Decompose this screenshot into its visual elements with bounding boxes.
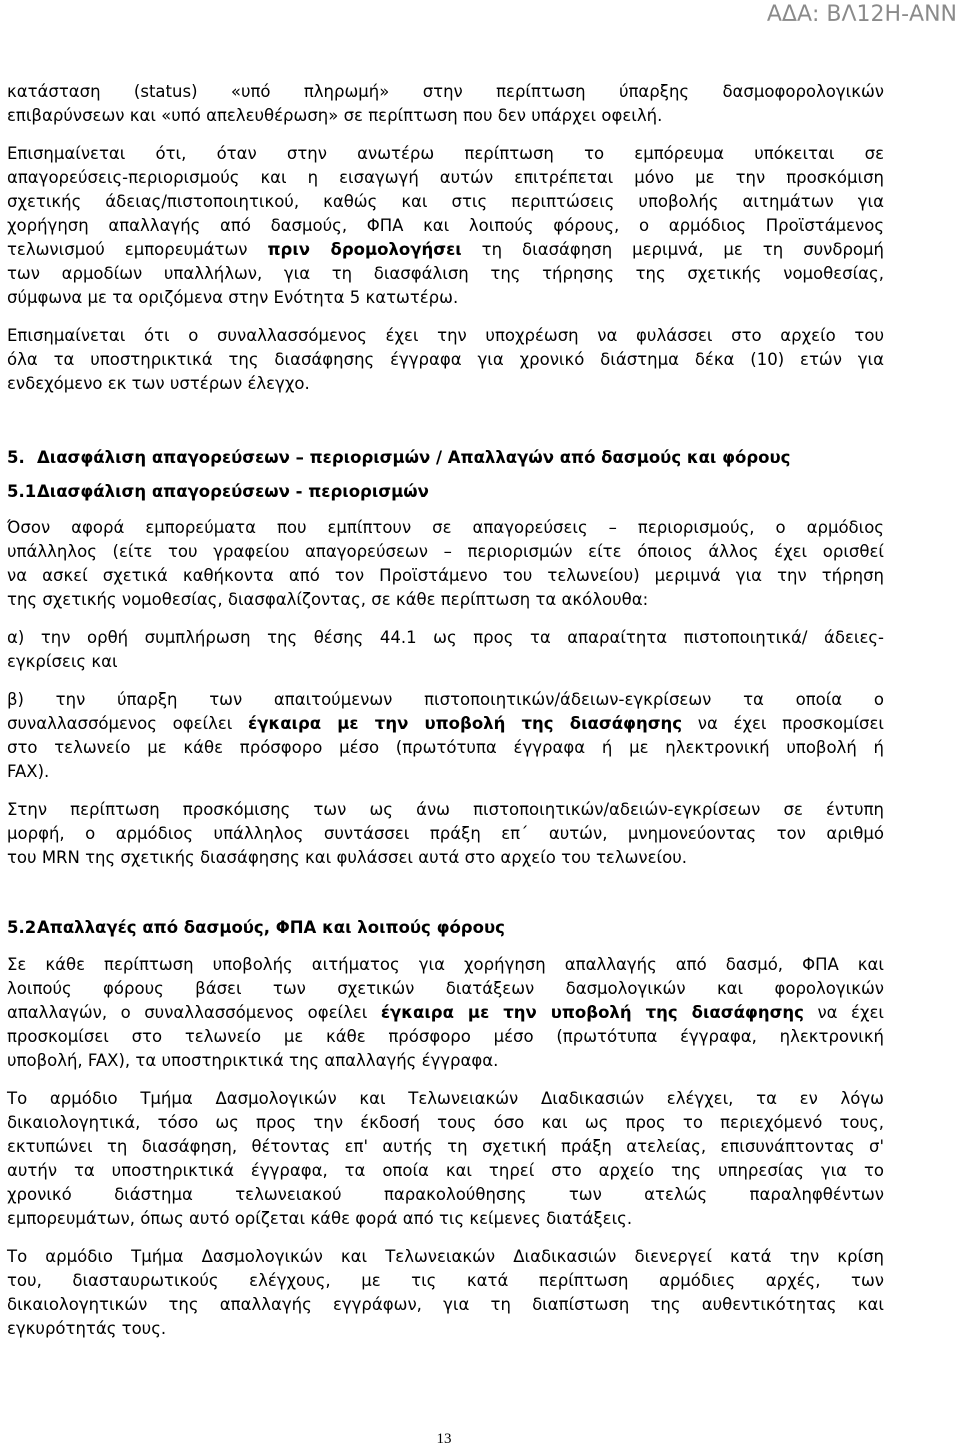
text-line: β) την ύπαρξη των απαιτούμενων πιστοποιητικών/άδειων-εγκρίσεων τα οποία ο [7,690,884,709]
paragraph-status [7,80,884,128]
bold-emphasis: έγκαιρα με την υποβολή της διασάφησης [380,1003,804,1022]
text-line [7,1001,884,1025]
text-line: Το αρμόδιο Τμήμα Δασμολογικών και Τελωνειακών Διαδικασιών ελέγχει, τα εν λόγω [7,1089,884,1108]
text-segment: τελωνισμού εμπορευμάτων [7,240,268,259]
text-line: αυτήν τα υποστηρικτικά έγγραφα, τα οποία και τηρεί στο αρχείο της υπηρεσίας για το [7,1161,884,1180]
text-line: εκτυπώνει τη διασάφηση, θέτοντας επ' αυτής τη σχετική πράξη ατελείας, επισυνάπτοντας σ' [7,1137,884,1156]
paragraph-paper-copies [7,798,884,870]
section-heading-5-1 [7,480,884,504]
text-line: χορήγηση απαλλαγής από δασμούς, ΦΠΑ και λοιπούς φόρους, ο αρμόδιος Προϊστάμενος [7,216,884,235]
paragraph-exemption-request [7,953,884,1073]
text-segment: να έχει [803,1003,884,1022]
text-line: επιβαρύνσεων και «υπό απελευθέρωση» σε περίπτωση που δεν υπάρχει οφειλή. [7,106,663,125]
text-segment: τη διασάφηση μεριμνά, με τη συνδρομή [461,240,884,259]
text-line: Όσον αφορά εμπορεύματα που εμπίπτουν σε απαγορεύσεις – περιορισμούς, ο αρμόδιος [7,518,884,537]
text-line: Σε κάθε περίπτωση υποβολής αιτήματος για χορήγηση απαλλαγής από δασμό, ΦΠΑ και [7,955,884,974]
bold-emphasis: έγκαιρα με την υποβολή της διασάφησης [248,714,683,733]
text-line: δικαιολογητικών της απαλλαγής εγγράφων, για τη διαπίστωση της αυθεντικότητας και [7,1295,884,1314]
text-segment: απαλλαγών, ο συναλλασσόμενος οφείλει [7,1003,381,1022]
paragraph-section-5-1-intro [7,516,884,612]
text-line: όλα τα υποστηρικτικά της διασάφησης έγγραφα για χρονικό διάστημα δέκα (10) ετών για [7,350,884,369]
paragraph-cross-checks [7,1245,884,1341]
ada-code: ΑΔΑ: ΒΛ12Η-ΑΝΝ [766,2,957,27]
text-line: εμπορευμάτων, όπως αυτό ορίζεται κάθε φορά από τις κείμενες διατάξεις. [7,1209,633,1228]
text-line: σχετικής άδειας/πιστοποιητικού, καθώς και στις περιπτώσεις υποβολής αιτημάτων για [7,192,884,211]
text-line: Επισημαίνεται ότι, όταν στην ανωτέρω περίπτωση το εμπόρευμα υπόκειται σε [7,144,884,163]
list-item-a [7,626,884,674]
text-line [7,712,884,736]
text-line: εγκρίσεις και [7,652,118,671]
paragraph-department-check [7,1087,884,1231]
list-item-b [7,688,884,784]
text-segment: να έχει προσκομίσει [682,714,884,733]
text-line: του MRN της σχετικής διασάφησης και φυλάσσει αυτά στο αρχείο του τελωνείου. [7,848,687,867]
text-line: εγκυρότητάς τους. [7,1319,167,1338]
text-line: υπάλληλος (είτε του γραφείου απαγορεύσεων – περιορισμών είτε όποιος άλλος έχει ορισθεί [7,542,884,561]
page-number: 13 [436,1431,452,1447]
section-number: 5.2 [7,918,37,937]
text-line: απαγορεύσεις-περιορισμούς και η εισαγωγή αυτών επιτρέπεται μόνο με την προσκόμιση [7,168,884,187]
section-title: Διασφάλιση απαγορεύσεων - περιορισμών [37,482,429,501]
section-heading-5-2 [7,916,884,940]
section-number: 5.1 [7,482,37,501]
text-line: λοιπούς φόρους βάσει των σχετικών διατάξεων δασμολογικών και φορολογικών [7,979,884,998]
text-line: να ασκεί σχετικά καθήκοντα από τον Προϊστάμενο του τελωνείου) μεριμνά για την τήρηση [7,566,884,585]
text-line: ενδεχόμενο εκ των υστέρων έλεγχο. [7,374,310,393]
text-line: προσκομίσει στο τελωνείο με κάθε πρόσφορο μέσο (πρωτότυπα έγγραφα, ηλεκτρονική [7,1027,884,1046]
bold-emphasis: πριν δρομολογήσει [267,240,462,259]
section-title: Απαλλαγές από δασμούς, ΦΠΑ και λοιπούς φόρους [37,918,505,937]
text-line: σύμφωνα με τα οριζόμενα στην Ενότητα 5 κατωτέρω. [7,288,459,307]
text-line: της σχετικής νομοθεσίας, διασφαλίζοντας, σε κάθε περίπτωση τα ακόλουθα: [7,590,649,609]
text-line: Το αρμόδιο Τμήμα Δασμολογικών και Τελωνειακών Διαδικασιών διενεργεί κατά την κρίση [7,1247,884,1266]
text-line: Στην περίπτωση προσκόμισης των ως άνω πιστοποιητικών/αδειών-εγκρίσεων σε έντυπη [7,800,884,819]
text-segment: συναλλασσόμενος οφείλει [7,714,249,733]
section-number: 5. [7,448,25,467]
text-line: Επισημαίνεται ότι ο συναλλασσόμενος έχει την υποχρέωση να φυλάσσει στο αρχείο του [7,326,884,345]
text-line: χρονικό διάστημα τελωνειακού παρακολούθησης των ατελώς παραληφθέντων [7,1185,884,1204]
paragraph-archive [7,324,884,396]
section-heading-5 [7,446,884,470]
text-line: των αρμοδίων υπαλλήλων, για τη διασφάλιση της τήρησης της σχετικής νομοθεσίας, [7,264,884,283]
section-title: Διασφάλιση απαγορεύσεων – περιορισμών / Απαλλαγών από δασμούς και φόρους [37,448,791,467]
text-line: υποβολή, FAX), τα υποστηρικτικά της απαλλαγής έγγραφα. [7,1051,499,1070]
text-line: α) την ορθή συμπλήρωση της θέσης 44.1 ως προς τα απαραίτητα πιστοποιητικά/ άδειες- [7,628,884,647]
text-line: μορφή, ο αρμόδιος υπάλληλος συντάσσει πράξη επ΄ αυτών, μνημονεύοντας τον αριθμό [7,824,884,843]
text-line: κατάσταση (status) «υπό πληρωμή» στην περίπτωση ύπαρξης δασμοφορολογικών [7,82,884,101]
text-line [7,238,884,262]
text-line: FAX). [7,762,50,781]
text-line: του, διασταυρωτικούς ελέγχους, με τις κατά περίπτωση αρμόδιες αρχές, των [7,1271,884,1290]
text-line: δικαιολογητικά, τόσο ως προς την έκδοσή τους όσο και ως προς το περιεχόμενό τους, [7,1113,884,1132]
document-body [7,80,884,1341]
text-line: στο τελωνείο με κάθε πρόσφορο μέσο (πρωτότυπα έγγραφα ή με ηλεκτρονική υποβολή ή [7,738,884,757]
paragraph-prohibitions [7,142,884,310]
